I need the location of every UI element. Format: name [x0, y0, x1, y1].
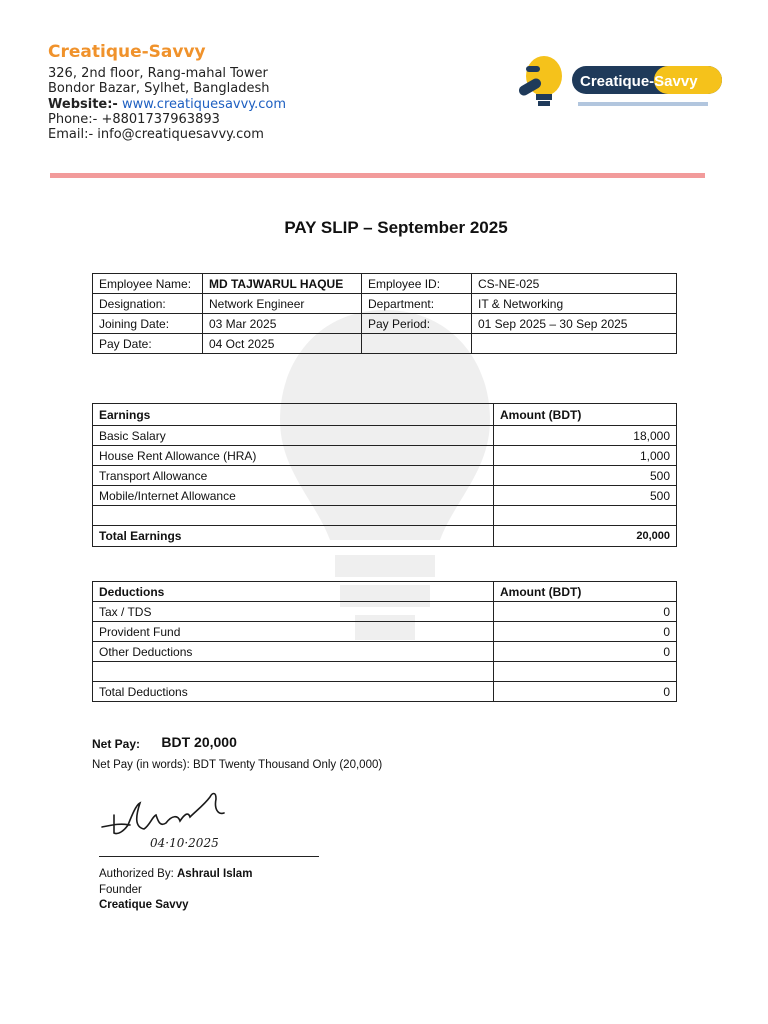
info-row — [93, 334, 677, 354]
earning-row-label — [93, 506, 494, 526]
earning-row-total-row — [93, 526, 677, 547]
earning-row — [93, 466, 677, 486]
info-row — [93, 314, 677, 334]
net-pay-words: Net Pay (in words): BDT Twenty Thousand Only (20,000) — [92, 759, 383, 771]
earning-row-amount: 500 — [494, 486, 677, 506]
earning-row-amount: 1,000 — [494, 446, 677, 466]
deduction-row-amount: 0 — [494, 602, 677, 622]
deduction-row-amount: 0 — [494, 622, 677, 642]
payslip-title: PAY SLIP – September 2025 — [284, 218, 508, 237]
deduction-row-total-amount: 0 — [494, 682, 677, 702]
deductions-header: Deductions — [93, 582, 494, 602]
earning-row-label: House Rent Allowance (HRA) — [93, 446, 494, 466]
info-row — [93, 274, 677, 294]
authorized-label: Authorized By: — [99, 868, 174, 880]
deductions-table — [92, 581, 677, 702]
info-label: Employee ID: — [362, 274, 472, 294]
authorized-role: Founder — [99, 883, 142, 896]
earning-row-total-label: Total Earnings — [93, 526, 494, 547]
earning-row — [93, 446, 677, 466]
info-value — [472, 334, 677, 354]
deduction-row — [93, 662, 677, 682]
info-value: MD TAJWARUL HAQUE — [203, 274, 362, 294]
info-label: Pay Date: — [93, 334, 203, 354]
website-row — [48, 97, 286, 112]
signature-line — [99, 856, 319, 857]
deductions-amount-header: Amount (BDT) — [494, 582, 677, 602]
earnings-header-row — [93, 404, 677, 426]
info-label: Designation: — [93, 294, 203, 314]
company-logo — [514, 52, 724, 114]
info-label: Employee Name: — [93, 274, 203, 294]
deduction-row — [93, 602, 677, 622]
earning-row-label: Mobile/Internet Allowance — [93, 486, 494, 506]
authorized-block — [99, 867, 252, 914]
info-label: Pay Period: — [362, 314, 472, 334]
email: Email:- info@creatiquesavvy.com — [48, 127, 264, 143]
deduction-row — [93, 642, 677, 662]
signature-date: 04·10·2025 — [150, 836, 219, 850]
earning-row — [93, 426, 677, 446]
info-value: 04 Oct 2025 — [203, 334, 362, 354]
earnings-table — [92, 403, 677, 547]
deduction-row-label: Tax / TDS — [93, 602, 494, 622]
info-value: CS-NE-025 — [472, 274, 677, 294]
deduction-row-amount — [494, 662, 677, 682]
info-label — [362, 334, 472, 354]
handwritten-signature — [100, 785, 240, 855]
website-link[interactable]: www.creatiquesavvy.com — [121, 96, 287, 112]
earnings-header: Earnings — [93, 404, 494, 426]
deduction-row-label: Other Deductions — [93, 642, 494, 662]
earning-row-amount: 500 — [494, 466, 677, 486]
company-name: Creatique-Savvy — [48, 42, 206, 62]
earning-row-label: Transport Allowance — [93, 466, 494, 486]
deductions-header-row — [93, 582, 677, 602]
info-value: Network Engineer — [203, 294, 362, 314]
info-value: 03 Mar 2025 — [203, 314, 362, 334]
info-row — [93, 294, 677, 314]
earning-row-amount — [494, 506, 677, 526]
employee-info-table — [92, 273, 677, 354]
deduction-row — [93, 622, 677, 642]
earning-row-amount: 18,000 — [494, 426, 677, 446]
address-line-2: Bondor Bazar, Sylhet, Bangladesh — [48, 81, 270, 97]
company-header — [48, 42, 286, 142]
info-label: Joining Date: — [93, 314, 203, 334]
deduction-row-amount: 0 — [494, 642, 677, 662]
phone: Phone:- +8801737963893 — [48, 111, 220, 127]
deduction-row-label: Provident Fund — [93, 622, 494, 642]
earnings-amount-header: Amount (BDT) — [494, 404, 677, 426]
net-pay — [92, 735, 237, 751]
deduction-row-total-row — [93, 682, 677, 702]
header-divider — [50, 173, 705, 178]
earning-row — [93, 506, 677, 526]
deduction-row-label — [93, 662, 494, 682]
website-label: Website:- — [48, 96, 118, 112]
net-pay-label: Net Pay: — [92, 737, 141, 751]
info-label: Department: — [362, 294, 472, 314]
authorized-org: Creatique Savvy — [99, 899, 189, 911]
deduction-row-total-label: Total Deductions — [93, 682, 494, 702]
info-value: 01 Sep 2025 – 30 Sep 2025 — [472, 314, 677, 334]
authorized-name: Ashraul Islam — [177, 868, 253, 880]
earning-row-label: Basic Salary — [93, 426, 494, 446]
logo-text: Creatique-Savvy — [580, 73, 698, 90]
info-value: IT & Networking — [472, 294, 677, 314]
earning-row-total-amount: 20,000 — [494, 526, 677, 547]
net-pay-value: BDT 20,000 — [161, 734, 237, 750]
earning-row — [93, 486, 677, 506]
address-line-1: 326, 2nd floor, Rang-mahal Tower — [48, 66, 268, 81]
